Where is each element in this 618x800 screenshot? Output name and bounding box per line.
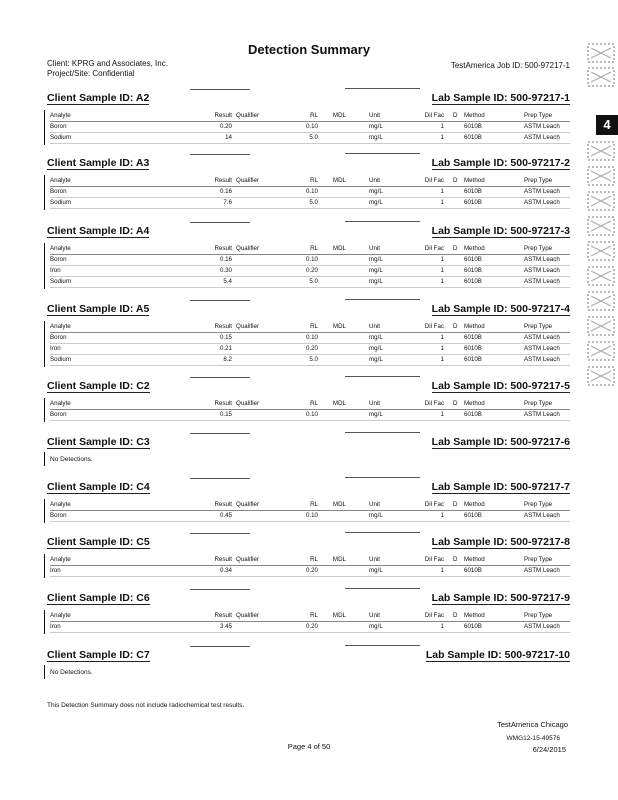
divider: [345, 299, 420, 300]
col-dilfac-header: Dil Fac: [424, 177, 444, 184]
col-rl-header: RL: [310, 245, 318, 252]
page-title: Detection Summary: [247, 42, 371, 57]
col-d-header: D: [453, 112, 458, 119]
client-sample-id: Client Sample ID: C4: [47, 481, 150, 493]
col-method-header: Method: [464, 612, 485, 619]
row-underline: [50, 143, 570, 144]
margin-bar: [44, 499, 45, 523]
col-d-header: D: [453, 177, 458, 184]
col-unit-header: Unit: [369, 556, 381, 563]
dilfac-cell: 1: [440, 199, 444, 206]
method-cell: 6010B: [464, 199, 482, 206]
col-method-header: Method: [464, 400, 485, 407]
header-underline: [50, 510, 570, 511]
col-result-header: Result: [214, 323, 232, 330]
no-detections-text: No Detections.: [50, 669, 93, 676]
row-underline: [50, 276, 570, 277]
result-cell: 0.16: [219, 256, 232, 263]
prep-type-cell: ASTM Leach: [524, 623, 560, 630]
unit-cell: mg/L: [369, 512, 383, 519]
rl-cell: 0.20: [305, 267, 318, 274]
col-mdl-header: MDL: [332, 177, 346, 184]
unit-cell: mg/L: [369, 567, 383, 574]
unit-cell: mg/L: [369, 199, 383, 206]
rl-cell: 0.20: [305, 567, 318, 574]
analyte-cell: Boron: [50, 512, 67, 519]
method-cell: 6010B: [464, 623, 482, 630]
dilfac-cell: 1: [440, 188, 444, 195]
result-cell: 8.2: [223, 356, 232, 363]
scan-stamp-icon: [586, 290, 616, 312]
col-unit-header: Unit: [369, 612, 381, 619]
divider: [190, 377, 250, 378]
col-dilfac-header: Dil Fac: [424, 323, 444, 330]
col-result-header: Result: [214, 177, 232, 184]
col-rl-header: RL: [310, 556, 318, 563]
dilfac-cell: 1: [440, 134, 444, 141]
rl-cell: 0.10: [305, 256, 318, 263]
result-cell: 5.4: [223, 278, 232, 285]
row-underline: [50, 265, 570, 266]
dilfac-cell: 1: [440, 267, 444, 274]
result-cell: 0.20: [219, 123, 232, 130]
col-rl-header: RL: [310, 177, 318, 184]
col-dilfac-header: Dil Fac: [424, 612, 444, 619]
dilfac-cell: 1: [440, 567, 444, 574]
margin-bar: [44, 321, 45, 367]
lab-sample-id: Lab Sample ID: 500-97217-2: [431, 157, 570, 169]
client-sample-id: Client Sample ID: C6: [47, 592, 150, 604]
col-qualifier-header: Qualifier: [236, 245, 260, 252]
col-method-header: Method: [464, 112, 485, 119]
prep-type-cell: ASTM Leach: [524, 199, 560, 206]
col-unit-header: Unit: [369, 323, 381, 330]
divider: [345, 588, 420, 589]
col-qualifier-header: Qualifier: [236, 177, 260, 184]
col-mdl-header: MDL: [332, 556, 346, 563]
col-unit-header: Unit: [369, 112, 381, 119]
rl-cell: 0.10: [305, 512, 318, 519]
col-method-header: Method: [464, 323, 485, 330]
margin-bar: [44, 243, 45, 289]
divider: [345, 477, 420, 478]
row-underline: [50, 521, 570, 522]
rl-cell: 5.0: [309, 134, 318, 141]
margin-bar: [44, 398, 45, 422]
margin-bar: [44, 554, 45, 578]
col-analyte-header: Analyte: [50, 112, 71, 119]
method-cell: 6010B: [464, 256, 482, 263]
col-analyte-header: Analyte: [50, 323, 71, 330]
no-detections-text: No Detections.: [50, 456, 93, 463]
col-unit-header: Unit: [369, 400, 381, 407]
col-d-header: D: [453, 556, 458, 563]
analyte-cell: Boron: [50, 188, 67, 195]
col-prep-header: Prep Type: [524, 112, 553, 119]
col-dilfac-header: Dil Fac: [424, 400, 444, 407]
col-result-header: Result: [214, 501, 232, 508]
unit-cell: mg/L: [369, 278, 383, 285]
scan-stamp-icon: [586, 165, 616, 187]
col-prep-header: Prep Type: [524, 323, 553, 330]
method-cell: 6010B: [464, 134, 482, 141]
divider: [190, 300, 250, 301]
col-result-header: Result: [214, 400, 232, 407]
row-underline: [50, 632, 570, 633]
table-row: [0, 278, 618, 288]
prep-type-cell: ASTM Leach: [524, 256, 560, 263]
result-cell: 0.21: [219, 345, 232, 352]
col-analyte-header: Analyte: [50, 556, 71, 563]
col-qualifier-header: Qualifier: [236, 556, 260, 563]
col-unit-header: Unit: [369, 245, 381, 252]
result-cell: 0.15: [219, 334, 232, 341]
scan-stamp-icon: [586, 215, 616, 237]
lab-sample-id: Lab Sample ID: 500-97217-7: [431, 481, 570, 493]
col-method-header: Method: [464, 501, 485, 508]
header-underline: [50, 121, 570, 122]
table-row: [0, 356, 618, 366]
divider: [190, 154, 250, 155]
col-d-header: D: [453, 501, 458, 508]
analyte-cell: Sodium: [50, 278, 71, 285]
unit-cell: mg/L: [369, 134, 383, 141]
margin-bar: [44, 665, 45, 679]
dilfac-cell: 1: [440, 512, 444, 519]
client-sample-id: Client Sample ID: C7: [47, 649, 150, 661]
lab-sample-id: Lab Sample ID: 500-97217-4: [431, 303, 570, 315]
scan-stamp-icon: [586, 365, 616, 387]
client-sample-id: Client Sample ID: C2: [47, 380, 150, 392]
client-sample-id: Client Sample ID: A5: [47, 303, 150, 315]
method-cell: 6010B: [464, 567, 482, 574]
scan-stamp-icon: [586, 66, 616, 88]
table-row: [0, 134, 618, 144]
client-sample-id: Client Sample ID: C3: [47, 436, 150, 448]
analyte-cell: Boron: [50, 123, 67, 130]
analyte-cell: Iron: [50, 623, 61, 630]
header-underline: [50, 332, 570, 333]
project-line: Project/Site: Confidential: [47, 69, 135, 78]
col-method-header: Method: [464, 177, 485, 184]
method-cell: 6010B: [464, 188, 482, 195]
margin-bar: [44, 610, 45, 634]
method-cell: 6010B: [464, 356, 482, 363]
prep-type-cell: ASTM Leach: [524, 267, 560, 274]
unit-cell: mg/L: [369, 267, 383, 274]
rl-cell: 0.10: [305, 411, 318, 418]
rl-cell: 0.10: [305, 334, 318, 341]
result-cell: 7.6: [223, 199, 232, 206]
col-rl-header: RL: [310, 501, 318, 508]
lab-sample-id: Lab Sample ID: 500-97217-8: [431, 536, 570, 548]
table-row: [0, 267, 618, 277]
prep-type-cell: ASTM Leach: [524, 334, 560, 341]
row-underline: [50, 208, 570, 209]
col-unit-header: Unit: [369, 177, 381, 184]
unit-cell: mg/L: [369, 188, 383, 195]
row-underline: [50, 197, 570, 198]
margin-bar: [44, 175, 45, 210]
result-cell: 0.30: [219, 267, 232, 274]
method-cell: 6010B: [464, 267, 482, 274]
divider: [345, 88, 420, 89]
table-row: [0, 334, 618, 344]
analyte-cell: Sodium: [50, 356, 71, 363]
rl-cell: 0.10: [305, 123, 318, 130]
col-result-header: Result: [214, 612, 232, 619]
col-prep-header: Prep Type: [524, 556, 553, 563]
rl-cell: 0.10: [305, 188, 318, 195]
header-underline: [50, 409, 570, 410]
divider: [190, 222, 250, 223]
divider: [190, 589, 250, 590]
table-row: [0, 256, 618, 266]
section-tab: 4: [596, 115, 618, 135]
result-cell: 0.15: [219, 411, 232, 418]
prep-type-cell: ASTM Leach: [524, 278, 560, 285]
analyte-cell: Boron: [50, 411, 67, 418]
col-prep-header: Prep Type: [524, 400, 553, 407]
col-prep-header: Prep Type: [524, 612, 553, 619]
col-result-header: Result: [214, 245, 232, 252]
method-cell: 6010B: [464, 411, 482, 418]
divider: [345, 532, 420, 533]
method-cell: 6010B: [464, 512, 482, 519]
col-prep-header: Prep Type: [524, 177, 553, 184]
lab-sample-id: Lab Sample ID: 500-97217-5: [431, 380, 570, 392]
report-date: 6/24/2015: [532, 745, 566, 754]
divider: [190, 89, 250, 90]
dilfac-cell: 1: [440, 334, 444, 341]
divider: [190, 478, 250, 479]
row-underline: [50, 420, 570, 421]
col-analyte-header: Analyte: [50, 612, 71, 619]
col-qualifier-header: Qualifier: [236, 501, 260, 508]
client-sample-id: Client Sample ID: A2: [47, 92, 150, 104]
col-d-header: D: [453, 323, 458, 330]
col-result-header: Result: [214, 112, 232, 119]
header-underline: [50, 565, 570, 566]
prep-type-cell: ASTM Leach: [524, 567, 560, 574]
method-cell: 6010B: [464, 123, 482, 130]
row-underline: [50, 365, 570, 366]
col-rl-header: RL: [310, 612, 318, 619]
table-row: [0, 345, 618, 355]
analyte-cell: Boron: [50, 334, 67, 341]
col-unit-header: Unit: [369, 501, 381, 508]
unit-cell: mg/L: [369, 123, 383, 130]
method-cell: 6010B: [464, 334, 482, 341]
lab-sample-id: Lab Sample ID: 500-97217-1: [431, 92, 570, 104]
analyte-cell: Sodium: [50, 134, 71, 141]
col-analyte-header: Analyte: [50, 501, 71, 508]
col-method-header: Method: [464, 245, 485, 252]
prep-type-cell: ASTM Leach: [524, 411, 560, 418]
table-row: [0, 512, 618, 522]
analyte-cell: Iron: [50, 267, 61, 274]
divider: [345, 221, 420, 222]
col-d-header: D: [453, 245, 458, 252]
client-sample-id: Client Sample ID: A4: [47, 225, 150, 237]
col-prep-header: Prep Type: [524, 245, 553, 252]
col-mdl-header: MDL: [332, 323, 346, 330]
col-mdl-header: MDL: [332, 501, 346, 508]
client-line: Client: KPRG and Associates, Inc.: [47, 59, 168, 68]
col-result-header: Result: [214, 556, 232, 563]
analyte-cell: Boron: [50, 256, 67, 263]
method-cell: 6010B: [464, 345, 482, 352]
divider: [345, 376, 420, 377]
col-qualifier-header: Qualifier: [236, 400, 260, 407]
row-underline: [50, 287, 570, 288]
col-dilfac-header: Dil Fac: [424, 245, 444, 252]
result-cell: 0.16: [219, 188, 232, 195]
result-cell: 3.45: [219, 623, 232, 630]
rl-cell: 0.20: [305, 623, 318, 630]
margin-bar: [44, 110, 45, 145]
col-mdl-header: MDL: [332, 400, 346, 407]
prep-type-cell: ASTM Leach: [524, 134, 560, 141]
divider: [345, 645, 420, 646]
analyte-cell: Iron: [50, 345, 61, 352]
col-dilfac-header: Dil Fac: [424, 501, 444, 508]
unit-cell: mg/L: [369, 411, 383, 418]
margin-bar: [44, 452, 45, 466]
table-row: [0, 199, 618, 209]
unit-cell: mg/L: [369, 256, 383, 263]
scan-stamp-icon: [586, 42, 616, 64]
table-row: [0, 188, 618, 198]
unit-cell: mg/L: [369, 345, 383, 352]
divider: [345, 432, 420, 433]
rl-cell: 5.0: [309, 278, 318, 285]
footer-note: This Detection Summary does not include radiochemical test results.: [47, 702, 245, 709]
col-rl-header: RL: [310, 112, 318, 119]
dilfac-cell: 1: [440, 256, 444, 263]
row-underline: [50, 343, 570, 344]
result-cell: 0.45: [219, 512, 232, 519]
prep-type-cell: ASTM Leach: [524, 188, 560, 195]
rl-cell: 5.0: [309, 356, 318, 363]
col-prep-header: Prep Type: [524, 501, 553, 508]
col-analyte-header: Analyte: [50, 177, 71, 184]
unit-cell: mg/L: [369, 334, 383, 341]
job-id-line: TestAmerica Job ID: 500-97217-1: [450, 61, 570, 70]
rl-cell: 5.0: [309, 199, 318, 206]
method-cell: 6010B: [464, 278, 482, 285]
prep-type-cell: ASTM Leach: [524, 345, 560, 352]
dilfac-cell: 1: [440, 123, 444, 130]
col-dilfac-header: Dil Fac: [424, 112, 444, 119]
analyte-cell: Iron: [50, 567, 61, 574]
rl-cell: 0.20: [305, 345, 318, 352]
lab-sample-id: Lab Sample ID: 500-97217-9: [431, 592, 570, 604]
lab-name: TestAmerica Chicago: [497, 720, 568, 729]
unit-cell: mg/L: [369, 356, 383, 363]
result-cell: 14: [225, 134, 232, 141]
col-mdl-header: MDL: [332, 612, 346, 619]
divider: [190, 646, 250, 647]
table-row: [0, 123, 618, 133]
dilfac-cell: 1: [440, 411, 444, 418]
col-mdl-header: MDL: [332, 245, 346, 252]
row-underline: [50, 354, 570, 355]
table-row: [0, 623, 618, 633]
dilfac-cell: 1: [440, 278, 444, 285]
col-rl-header: RL: [310, 323, 318, 330]
doc-code: WMG12-15-49576: [506, 735, 560, 742]
client-sample-id: Client Sample ID: C5: [47, 536, 150, 548]
divider: [190, 433, 250, 434]
divider: [190, 533, 250, 534]
dilfac-cell: 1: [440, 356, 444, 363]
header-underline: [50, 254, 570, 255]
unit-cell: mg/L: [369, 623, 383, 630]
col-d-header: D: [453, 612, 458, 619]
col-qualifier-header: Qualifier: [236, 612, 260, 619]
col-method-header: Method: [464, 556, 485, 563]
prep-type-cell: ASTM Leach: [524, 123, 560, 130]
analyte-cell: Sodium: [50, 199, 71, 206]
prep-type-cell: ASTM Leach: [524, 356, 560, 363]
dilfac-cell: 1: [440, 345, 444, 352]
col-qualifier-header: Qualifier: [236, 112, 260, 119]
col-dilfac-header: Dil Fac: [424, 556, 444, 563]
row-underline: [50, 132, 570, 133]
dilfac-cell: 1: [440, 623, 444, 630]
col-analyte-header: Analyte: [50, 245, 71, 252]
lab-sample-id: Lab Sample ID: 500-97217-10: [425, 649, 570, 661]
lab-sample-id: Lab Sample ID: 500-97217-6: [431, 436, 570, 448]
col-d-header: D: [453, 400, 458, 407]
col-mdl-header: MDL: [332, 112, 346, 119]
page-number: Page 4 of 50: [287, 742, 331, 751]
client-sample-id: Client Sample ID: A3: [47, 157, 150, 169]
prep-type-cell: ASTM Leach: [524, 512, 560, 519]
table-row: [0, 411, 618, 421]
col-qualifier-header: Qualifier: [236, 323, 260, 330]
result-cell: 0.34: [219, 567, 232, 574]
col-analyte-header: Analyte: [50, 400, 71, 407]
table-row: [0, 567, 618, 577]
header-underline: [50, 621, 570, 622]
header-underline: [50, 186, 570, 187]
row-underline: [50, 576, 570, 577]
lab-sample-id: Lab Sample ID: 500-97217-3: [431, 225, 570, 237]
divider: [345, 153, 420, 154]
col-rl-header: RL: [310, 400, 318, 407]
